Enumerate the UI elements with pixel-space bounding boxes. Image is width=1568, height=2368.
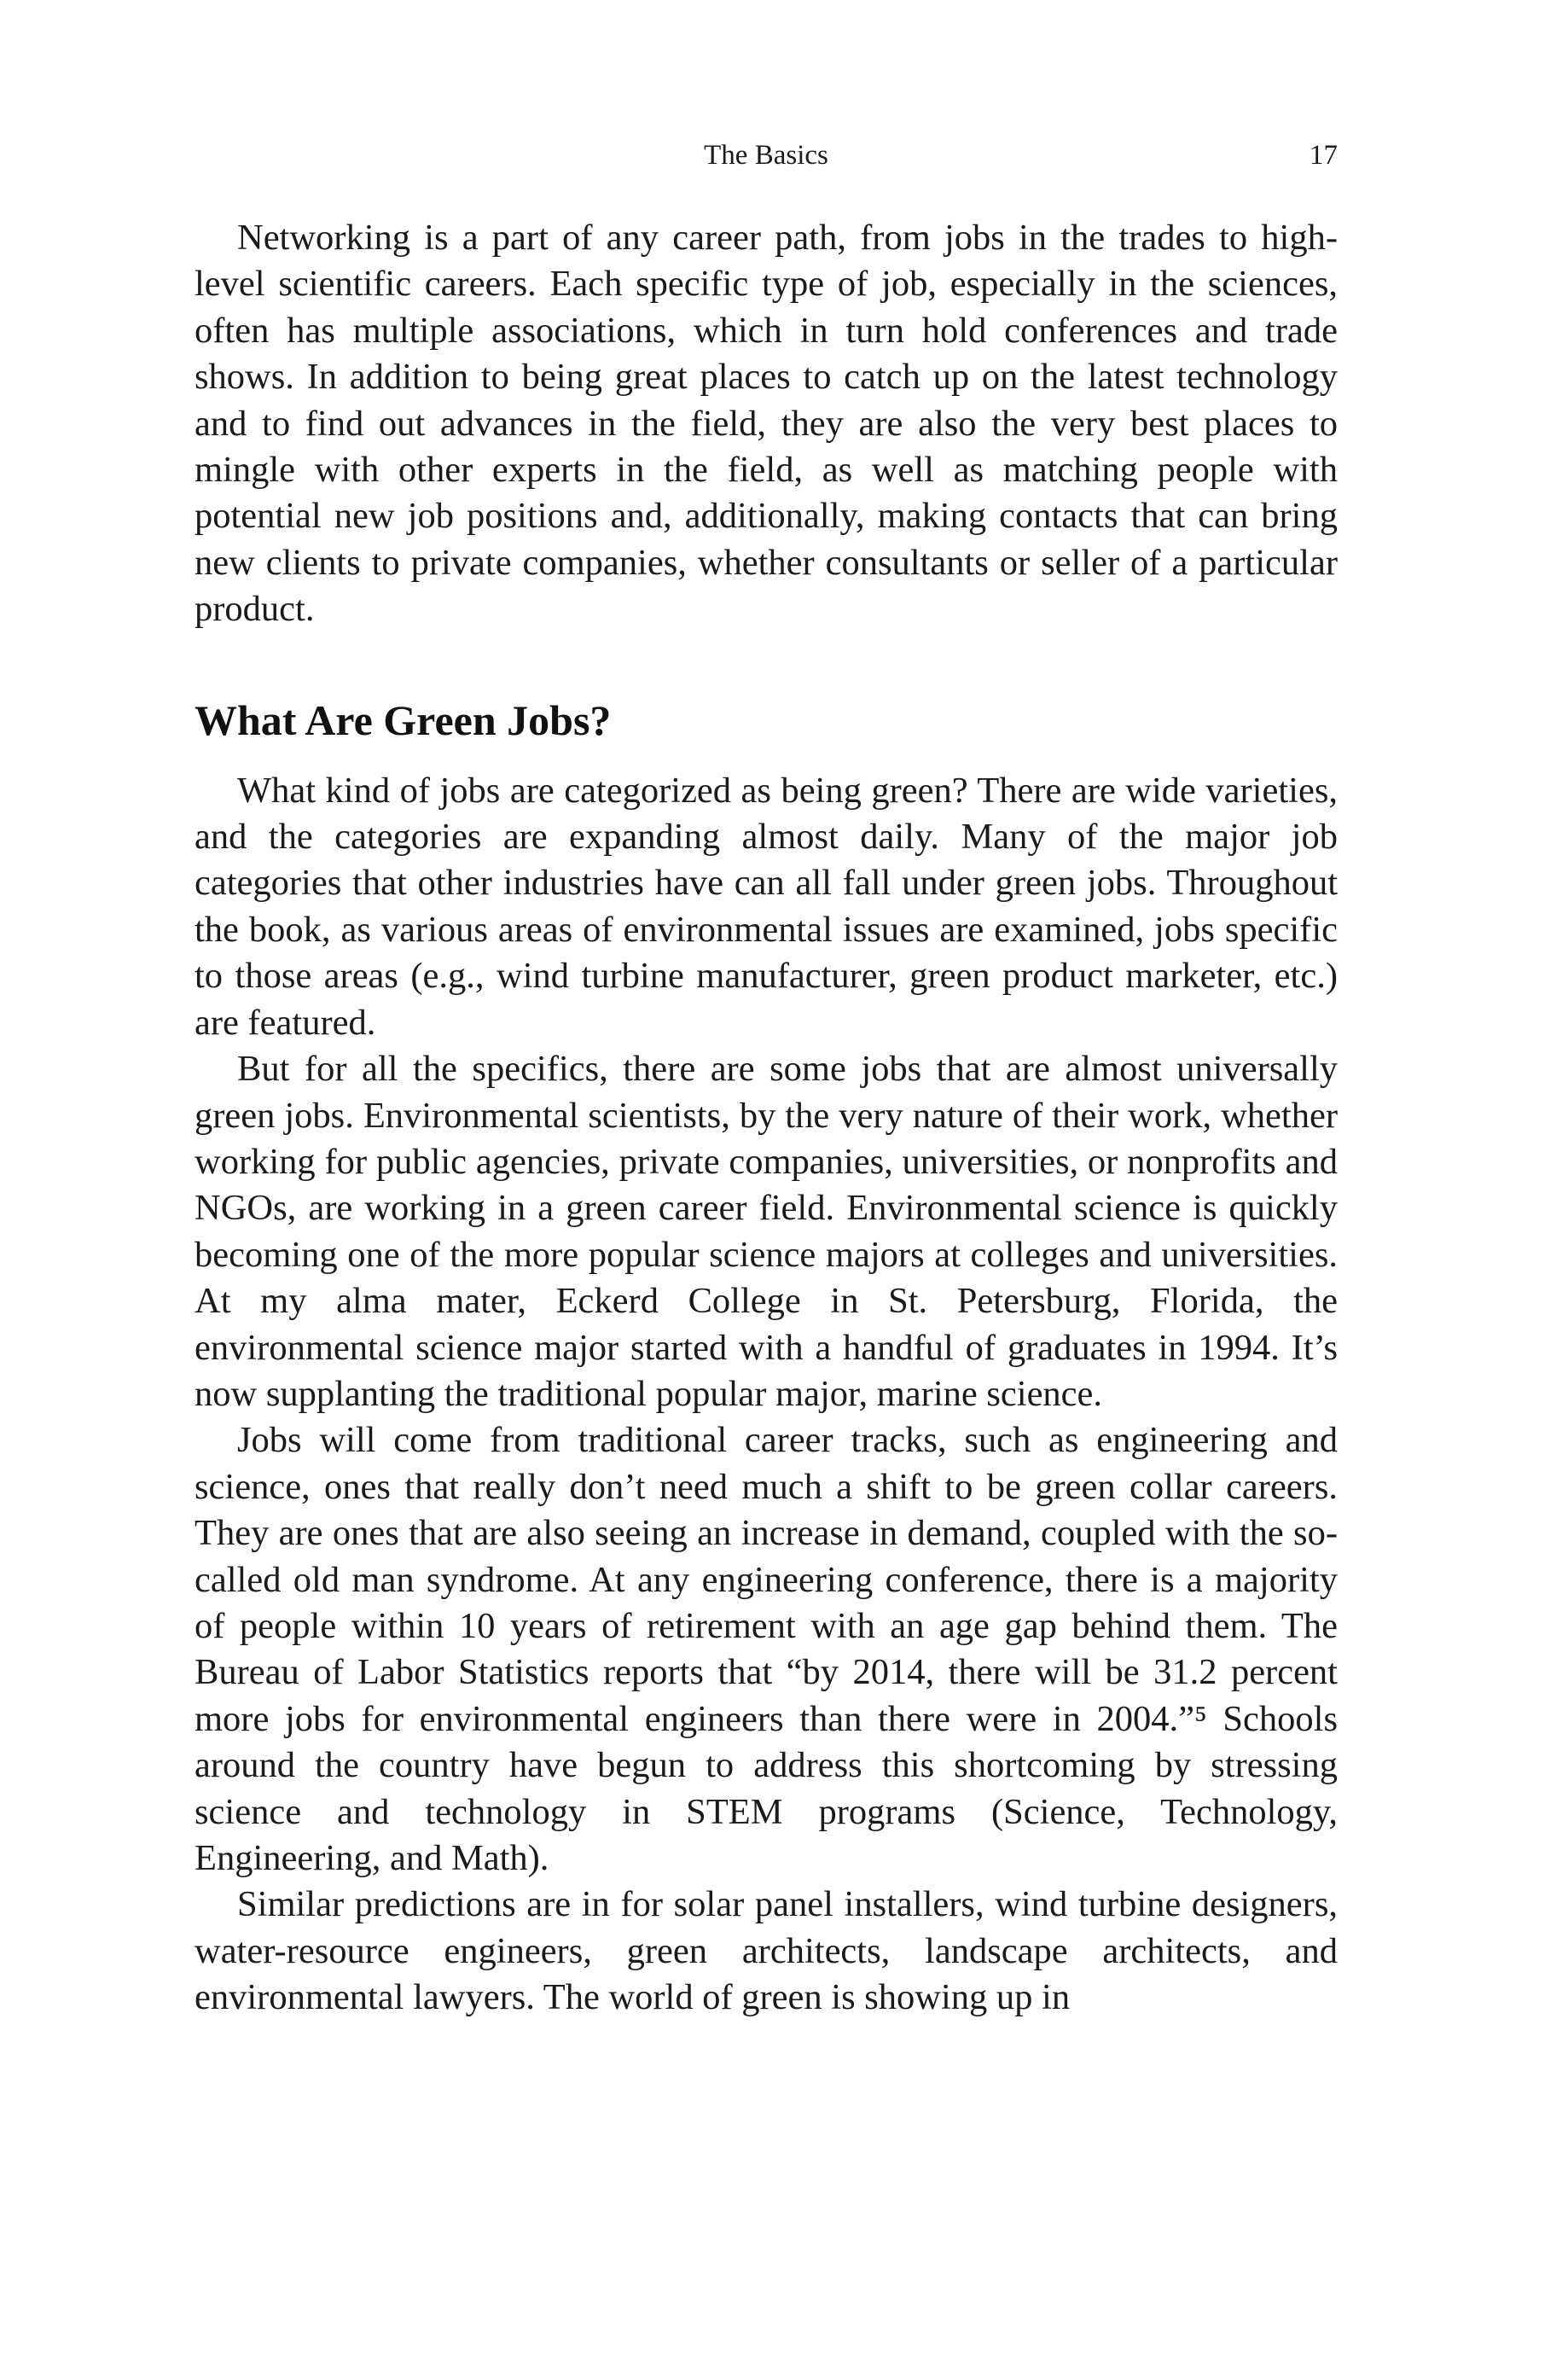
paragraph-green-jobs-intro: What kind of jobs are categorized as being green? There are wide varieties, and the categories are expanding almost daily. Many of the major job categories that other industries have can all fall under green jobs. Throughout the book, as various areas of environmental issues are examined, jobs specific to those areas (e.g., wind turbine manufacturer, green product marketer, etc.) are featured. — [195, 770, 1338, 1043]
section-heading: What Are Green Jobs? — [195, 695, 612, 744]
running-header — [195, 137, 1338, 174]
running-title: The Basics — [704, 140, 828, 171]
paragraph-networking: Networking is a part of any career path, from jobs in the trades to high-level scientific careers. Each specific type of job, especially in the sciences, often has multiple associations, which in turn hold conferences and trade shows. In addition to being great places to catch up on the latest technology and to find out advances in the field, they are also the very best places to mingle with other experts in the field, as well as matching people with potential new job positions and, additionally, making contacts that can bring new clients to private companies, whether consultants or seller of a particular product. — [195, 218, 1338, 630]
paragraph-universal-green-jobs: But for all the specifics, there are some jobs that are almost universally green jobs. Environmental scientists, by the very nature of their work, whether working for public agencies, private companies, universities, or nonprofits and NGOs, are working in a green career field. Environmental science is quickly becoming one of the more popular science majors at colleges and universities. At my alma mater, Eckerd College in St. Petersburg, Florida, the environmental science major started with a handful of graduates in 1994. It’s now supplanting the traditional popular major, marine science. — [195, 1049, 1338, 1414]
paragraph-career-tracks: Jobs will come from traditional career tracks, such as engineering and science, ones that really don’t need much a shift to be green collar careers. They are ones that are also seeing an increase in demand, coupled with the so-called old man syndrome. At any engineering conference, there is a majority of people within 10 years of retirement with an age gap behind them. The Bureau of Labor Statistics reports that “by 2014, there will be 31.2 percent more jobs for environmental engineers than there were in 2004.”⁵ Schools around the country have begun to address this shortcoming by stressing science and technology in STEM programs (Science, Technology, Engineering, and Math). — [195, 1420, 1338, 1878]
paragraph-similar-predictions: Similar predictions are in for solar panel installers, wind turbine designers, water-resource engineers, green architects, landscape architects, and environmental lawyers. The world of green is showing up in — [195, 1884, 1338, 2018]
body-text — [195, 215, 1338, 2022]
page-number: 17 — [1310, 140, 1338, 171]
